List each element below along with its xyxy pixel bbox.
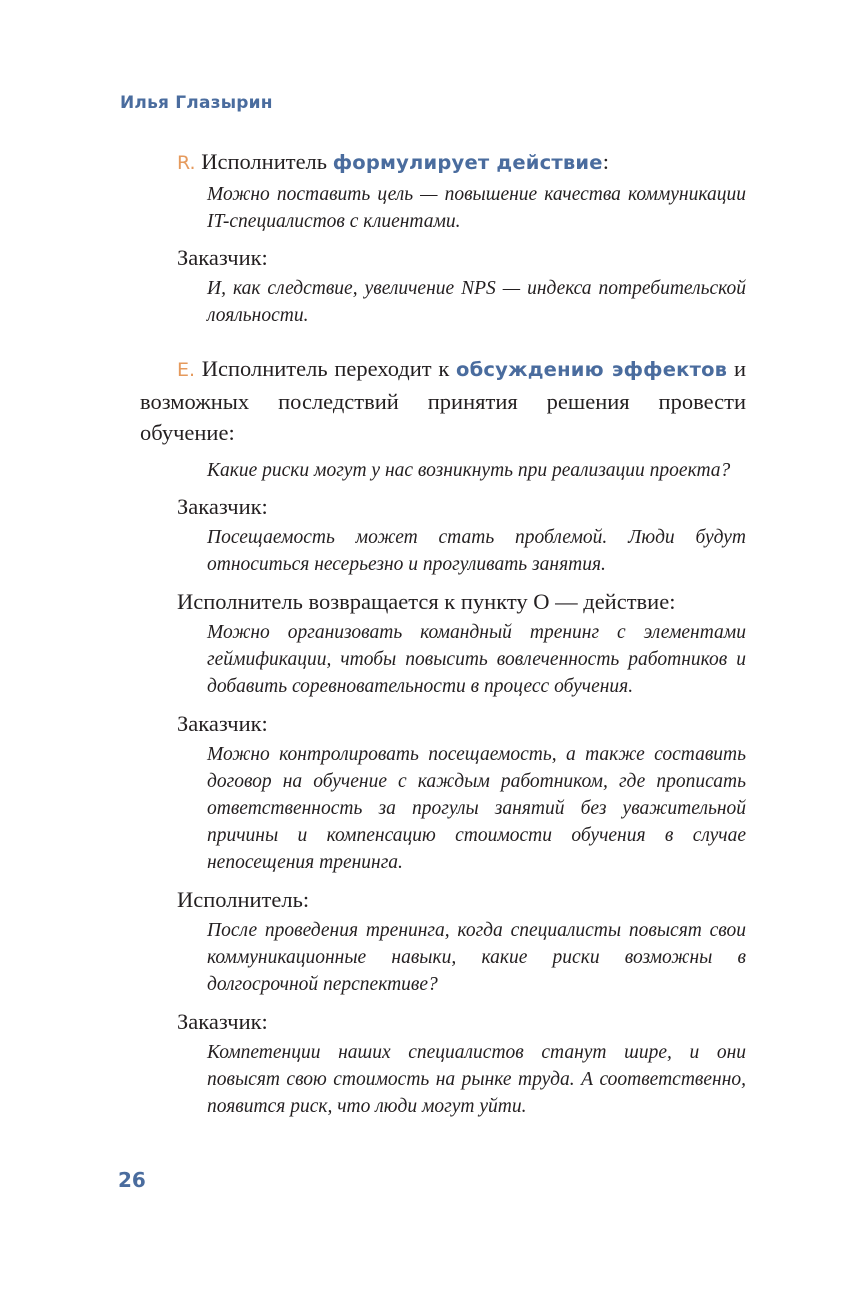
section-r-quote-2: И, как следствие, увеличение NPS — индекса потребительской лояльности.: [207, 278, 746, 326]
dialog-quote: Посещаемость может стать проблемой. Люди будут относиться несерьезно и прогуливать занятия.: [207, 527, 746, 575]
page-body: [140, 146, 746, 1120]
section-r-paragraph: [140, 146, 746, 179]
section-e-intro: Исполнитель переходит к: [195, 356, 457, 381]
dialog-speaker: Заказчик:: [177, 1009, 268, 1034]
section-r-tail: :: [602, 149, 609, 174]
section-r-highlight: формулирует действие: [332, 151, 603, 174]
dialog-quote: Можно контролировать посещаемость, а также составить договор на обучение с каждым работником, где прописать ответственность за прогулы занятий без уважительной причины и компенсацию стоимости обучения в случае непосещения тренинга.: [207, 744, 746, 873]
section-r-quote-1: Можно поставить цель — повышение качества коммуникации IT-специалистов с клиентами.: [207, 184, 746, 232]
dialog-speaker: Заказчик:: [177, 494, 268, 519]
dialog-speaker: Исполнитель:: [177, 887, 310, 912]
dialog-quote: Компетенции наших специалистов станут шире, и они повысят свою стоимость на рынке труда. А соответственно, появится риск, что люди могут уйти.: [207, 1042, 746, 1117]
section-e-paragraph: [140, 353, 746, 448]
section-e-letter: E.: [177, 359, 196, 381]
section-e-tail: и возможных последствий принятия решения провести обучение:: [140, 356, 746, 445]
section-r-letter: R.: [177, 152, 196, 174]
section-e-highlight: обсуждению эффектов: [456, 358, 728, 381]
dialog-quote: Какие риски могут у нас возникнуть при реализации проекта?: [207, 460, 731, 481]
dialog-quote: Можно организовать командный тренинг с элементами геймификации, чтобы повысить вовлеченность работников и добавить соревновательности в процесс обучения.: [207, 622, 746, 697]
running-header-author: Илья Глазырин: [120, 93, 273, 113]
page-number: 26: [118, 1168, 146, 1192]
section-r-speaker: Заказчик:: [177, 245, 268, 270]
dialog-speaker: Исполнитель возвращается к пункту O — действие:: [177, 589, 676, 614]
dialog-speaker: Заказчик:: [177, 711, 268, 736]
section-r-intro: Исполнитель: [195, 149, 333, 174]
dialog-quote: После проведения тренинга, когда специалисты повысят свои коммуникационные навыки, какие риски возможны в долгосрочной перспективе?: [207, 920, 746, 995]
